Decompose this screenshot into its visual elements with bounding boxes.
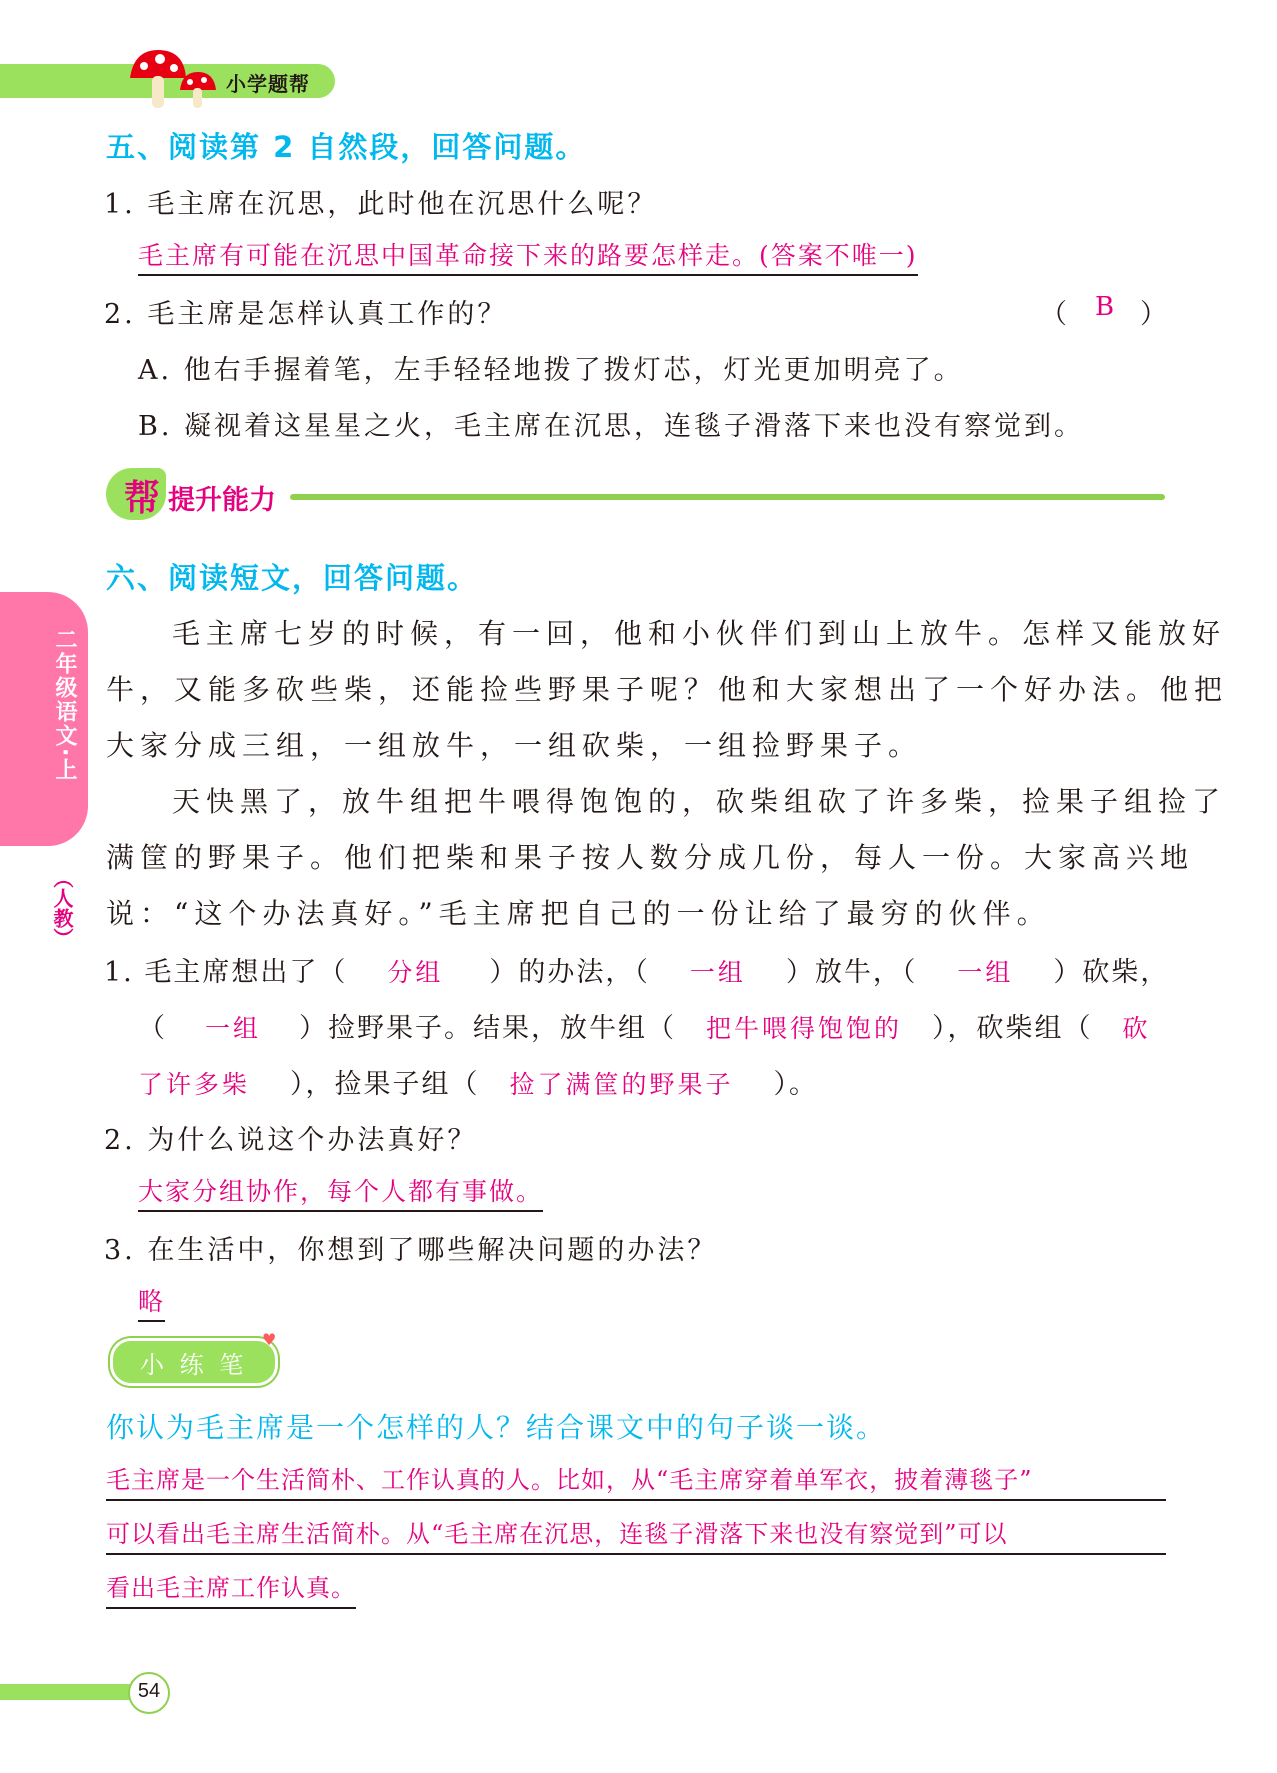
page-number: 54 [137,1680,161,1702]
passage-line: 毛主席七岁的时候，有一回，他和小伙伴们到山上放牛。怎样又能放好 [172,617,1227,650]
s6-q1-blank-2: 一组 [689,958,746,987]
brand-label: 小学题帮 [226,72,310,96]
s6-q1-text: （ [138,1013,167,1044]
s6-q1-line3 [138,1062,818,1101]
passage-line: 满筐的野果子。他们把柴和果子按人数分成几份，每人一份。大家高兴地 [106,841,1195,874]
practice-answer-line: 可以看出毛主席生活简朴。从“毛主席在沉思，连毯子滑落下来也没有察觉到”可以 [106,1514,1166,1555]
s5-q2-paren-close: ） [1140,299,1170,330]
s5-q1-question: 1. 毛主席在沉思，此时他在沉思什么呢？ [104,189,658,220]
passage-line: 说：“这个办法真好。”毛主席把自己的一份让给了最穷的伙伴。 [106,897,1051,930]
footer-bar [0,1684,140,1700]
s6-q3-answer: 略 [138,1282,165,1322]
s6-q1-blank-6b: 了许多柴 [138,1070,251,1099]
s5-q2-answer: B [1095,292,1115,322]
s6-q2-question: 2. 为什么说这个办法真好？ [104,1125,478,1156]
s6-q1-text: ）砍柴， [1053,957,1170,988]
s6-q1-text: ）放牛，（ [785,957,918,988]
s5-q2-paren-open: （ [1040,299,1070,330]
practice-answer-line: 看出毛主席工作认真。 [106,1568,356,1609]
practice-badge-label: 小 练 笔 [140,1351,248,1379]
side-tab-grade: 二年级语文·上 [52,628,77,783]
side-tab-edition: （人教） [50,868,74,948]
s6-q1-blank-1: 分组 [387,958,444,987]
s6-q1-blank-3: 一组 [957,958,1014,987]
s6-q1-text: ），砍柴组（ [932,1013,1093,1044]
s6-q1-blank-7: 捡了满筐的野果子 [509,1070,734,1099]
ability-banner-char: 帮 [124,478,161,519]
s6-q1-text: 1. 毛主席想出了（ [104,957,348,988]
mushroom-logo [128,44,218,114]
heart-icon: ♥ [262,1330,277,1349]
s6-q3-question: 3. 在生活中，你想到了哪些解决问题的办法？ [104,1235,718,1266]
passage-line: 牛，又能多砍些柴，还能捡些野果子呢？他和大家想出了一个好办法。他把 [106,673,1229,706]
s6-q1-blank-6a: 砍 [1122,1014,1151,1043]
s6-q1-text: ），捡果子组（ [290,1069,480,1100]
s6-q2-answer: 大家分组协作，每个人都有事做。 [138,1172,543,1212]
passage-line: 大家分成三组，一组放牛，一组砍柴，一组捡野果子。 [106,729,923,762]
s6-q1-blank-5: 把牛喂得饱饱的 [706,1014,903,1043]
s5-q2-question: 2. 毛主席是怎样认真工作的？ [104,299,508,330]
s6-q1-line1 [104,950,1169,989]
s6-q1-line2 [138,1006,1151,1045]
s6-q1-blank-4: 一组 [205,1014,262,1043]
s5-q2-option-a: A. 他右手握着笔，左手轻轻地拨了拨灯芯，灯光更加明亮了。 [138,355,964,386]
section5-title: 五、阅读第 2 自然段，回答问题。 [106,130,587,164]
s6-q1-text: ）的办法，（ [489,957,650,988]
practice-prompt: 你认为毛主席是一个怎样的人？结合课文中的句子谈一谈。 [106,1411,887,1444]
ability-banner-line [290,494,1165,500]
s6-q1-text: ）捡野果子。结果，放牛组（ [299,1013,677,1044]
s6-q1-text: ）。 [773,1069,819,1100]
section6-title: 六、阅读短文，回答问题。 [106,561,479,595]
passage-line: 天快黑了，放牛组把牛喂得饱饱的，砍柴组砍了许多柴，捡果子组捡了 [172,785,1227,818]
ability-banner-label: 提升能力 [168,485,276,516]
s5-q2-option-b: B. 凝视着这星星之火，毛主席在沉思，连毯子滑落下来也没有察觉到。 [138,411,1085,442]
s5-q1-answer: 毛主席有可能在沉思中国革命接下来的路要怎样走。(答案不唯一) [138,236,918,276]
practice-answer-line: 毛主席是一个生活简朴、工作认真的人。比如，从“毛主席穿着单军衣，披着薄毯子” [106,1460,1166,1501]
